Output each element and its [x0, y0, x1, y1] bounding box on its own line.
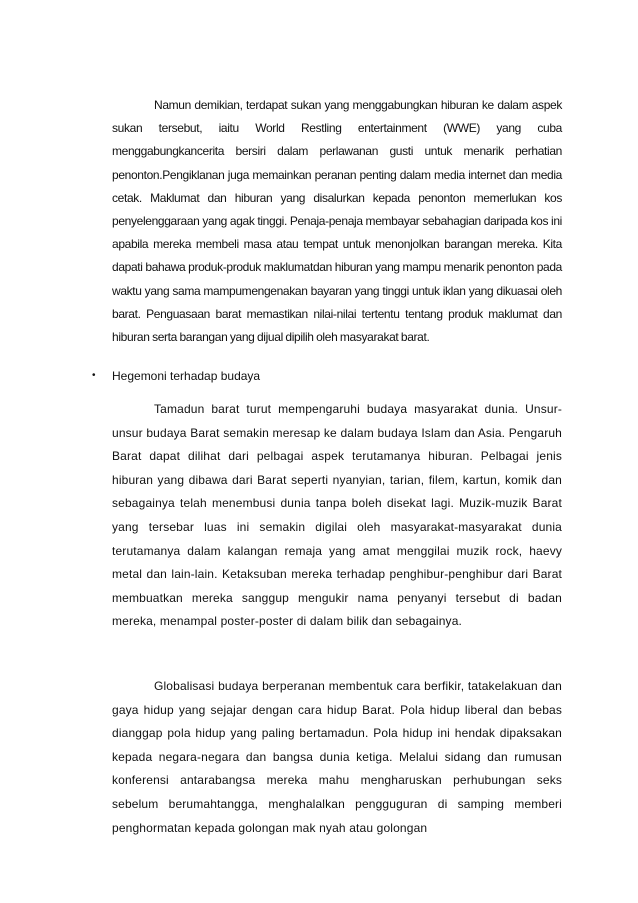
section-heading: Hegemoni terhadap budaya — [112, 369, 261, 383]
bullet-icon: • — [92, 370, 96, 381]
paragraph-western-culture: Tamadun barat turut mempengaruhi budaya masyarakat dunia. Unsur-unsur budaya Barat semakin meresap ke dalam budaya Islam dan Asia. Pengaruh Barat dapat dilihat dari pelbagai aspek terutamanya hiburan. Pelbagai jenis hiburan yang dibawa dari Barat seperti nyanyian, tarian, filem, kartun, komik dan sebagainya telah menembusi dunia tanpa boleh disekat lagi. Muzik-muzik Barat yang tersebar luas ini semakin digilai oleh masyarakat-masyarakat dunia terutamanya dalam kalangan remaja yang amat menggilai muzik rock, haevy metal dan lain-lain. Ketaksuban mereka terhadap penghibur-penghibur dari Barat membuatkan mereka sanggup mengukir nama penyanyi tersebut di badan mereka, menampal poster-poster di dalam bilik dan sebagainya. — [112, 402, 562, 629]
paragraph-cultural-globalization: Globalisasi budaya berperanan membentuk cara berfikir, tatakelakuan dan gaya hidup yang sejajar dengan cara hidup Barat. Pola hidup liberal dan bebas dianggap pola hidup yang paling bertamadun. Pola hidup ini hendak dipaksakan kepada negara-negara dan bangsa dunia ketiga. Melalui sidang dan rumusan konferensi antarabangsa mereka mahu mengharuskan perhubungan seks sebelum berumahtangga, menghalalkan pengguguran di samping memberi penghormatan kepada golongan mak nyah atau golongan — [112, 679, 562, 835]
body-text-block — [112, 675, 562, 840]
bullet-list-item — [92, 366, 562, 386]
body-text-block — [112, 398, 562, 634]
paragraph-wwe-advertising: Namun demikian, terdapat sukan yang menggabungkan hiburan ke dalam aspek sukan tersebut, iaitu World Restling entertainment (WWE) yang cuba menggabungkancerita bersiri dalam perlawanan gusti untuk menarik perhatian penonton.Pengiklanan juga memainkan peranan penting dalam media internet dan media cetak. Maklumat dan hiburan yang disalurkan kepada penonton memerlukan kos penyelenggaraan yang agak tinggi. Penaja-penaja membayar sebahagian daripada kos ini apabila mereka membeli masa atau tempat untuk menonjolkan barangan mereka. Kita dapati bahawa produk-produk maklumatdan hiburan yang mampu menarik penonton pada waktu yang sama mampumengenakan bayaran yang tinggi untuk iklan yang dikuasai oleh barat. Penguasaan barat memastikan nilai-nilai tertentu tentang produk maklumat dan hiburan serta barangan yang dijual dipilih oleh masyarakat barat. — [112, 98, 562, 345]
body-text-block — [112, 94, 562, 349]
